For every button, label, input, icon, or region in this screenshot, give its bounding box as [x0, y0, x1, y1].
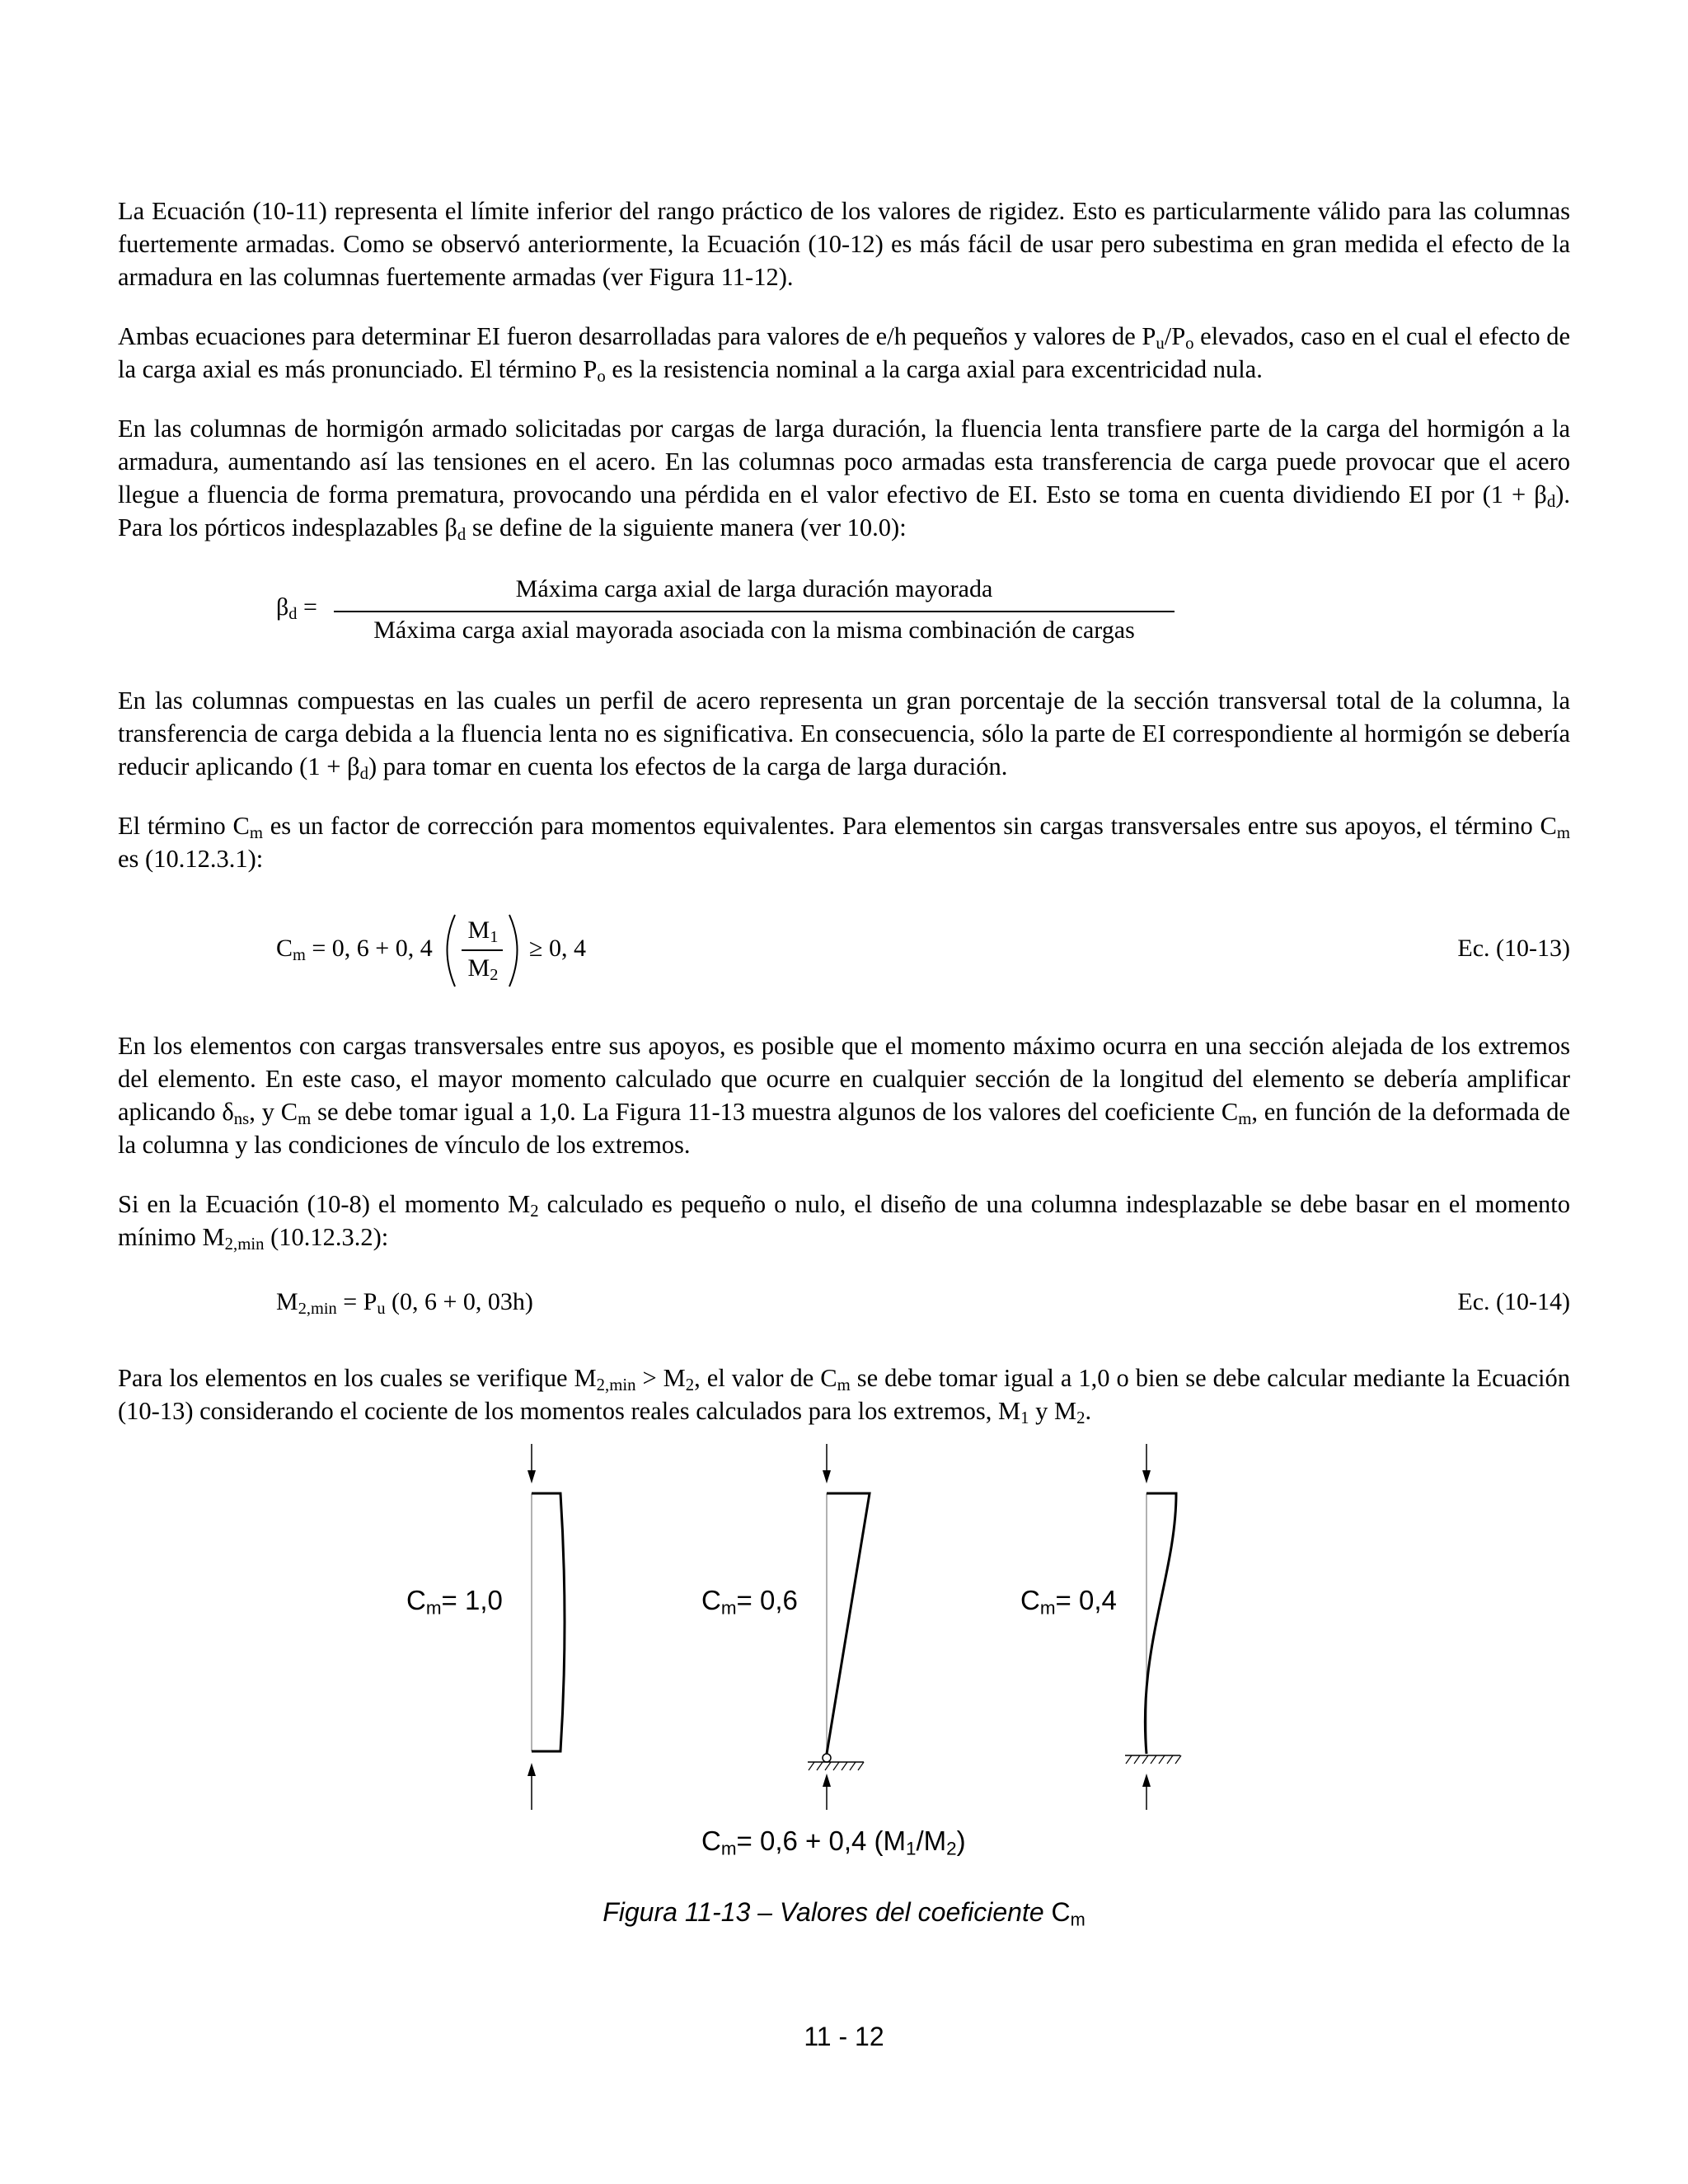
- cm-label-3: $C_m= 0,4$: [1020, 1585, 1117, 1619]
- paragraph-7: Si en la Ecuación (10-8) el momento $M_2$ calculado es pequeño o nulo, el diseño de una columna indesplazable se debe basar en el momento mínimo $M_{2,min}$ (10.12.3.2):: [118, 1190, 1571, 1254]
- paragraph-2: Ambas ecuaciones para determinar EI fueron desarrolladas para valores de e/h pequeños y valores de $P_u/P_o$ elevados, caso en el cual el efecto de la carga axial es más pronunciado. El término $P_o$ es la resistencia nominal a la carga axial para excentricidad nula.: [118, 322, 1570, 387]
- figure-caption: Figura 11-13 – Valores del coeficiente $C_m$: [603, 1897, 1085, 1930]
- column-diagram-2: [808, 1444, 870, 1810]
- eq-10-13-denominator: $M_2$: [467, 954, 499, 985]
- column-diagram-1: [528, 1444, 565, 1810]
- paragraph-5: El término $C_m$ es un factor de corrección para momentos equivalentes. Para elementos sin cargas transversales entre sus apoyos, el término $C_m$ es (10.12.3.1):: [118, 812, 1570, 873]
- eq-10-14-label: Ec. (10-14): [1457, 1288, 1570, 1315]
- beta-d-denominator: Máxima carga axial mayorada asociada con la misma combinación de cargas: [373, 616, 1135, 644]
- paragraph-4: En las columnas compuestas en las cuales un perfil de acero representa un gran porcentaje de la sección transversal total de la columna, la transferencia de carga debida a la fluencia lenta no es significativa. En consecuencia, sólo la parte de EI correspondiente al hormigón se debería reducir aplicando $(1 + \beta_d)$ para tomar en cuenta los efectos de la carga de larga duración.: [118, 687, 1570, 784]
- cm-formula: $C_m= 0,6 + 0,4$ $(M_1/M_2)$: [701, 1825, 966, 1859]
- beta-d-numerator: Máxima carga axial de larga duración mayorada: [515, 575, 993, 602]
- eq-10-13-lhs: $C_m = 0$, 6 + 0, 4: [276, 935, 433, 965]
- column-diagram-3: [1125, 1444, 1181, 1810]
- beta-d-symbol: $\beta_d$ =: [276, 593, 317, 624]
- paragraph-3: En las columnas de hormigón armado solicitadas por cargas de larga duración, la fluencia lenta transfiere parte de la carga del hormigón a la armadura, aumentando así las tensiones en el acero. En las columnas poco armadas esta transferencia de carga puede provocar que el acero llegue a fluencia de forma prematura, provocando una pérdida en el valor efectivo de EI. Esto se toma en cuenta dividiendo EI por $(1 + \beta_d)$. Para los pórticos indesplazables $\beta_d$ se define de la siguiente manera (ver 10.0):: [118, 415, 1570, 545]
- page-number: 11 - 12: [804, 2022, 884, 2051]
- eq-10-14: $M_{2,min} = P_u$ (0, 6 + 0, 03h): [276, 1288, 533, 1319]
- eq-10-13-label: Ec. (10-13): [1457, 935, 1570, 962]
- paragraph-1: La Ecuación (10-11) representa el límite inferior del rango práctico de los valores de rigidez. Esto es particularmente válido para las columnas fuertemente armadas. Como se observó anteriormente, la Ecuación (10-12) es más fácil de usar pero subestima en gran medida el efecto de la armadura en las columnas fuertemente armadas (ver Figura 11-12).: [118, 197, 1570, 291]
- paragraph-8: Para los elementos en los cuales se verifique $M_{2,min} > M_2$, el valor de $C_m$ se debe tomar igual a 1,0 o bien se debe calcular mediante la Ecuación (10-13) considerando el cociente de los momentos reales calculados para los extremos, $M_1$ y $M_2$.: [118, 1364, 1571, 1428]
- cm-label-1: $C_m= 1,0$: [406, 1585, 503, 1619]
- paragraph-6: En los elementos con cargas transversales entre sus apoyos, es posible que el momento máximo ocurra en una sección alejada de los extremos del elemento. En este caso, el mayor momento calculado que ocurre en cualquier sección de la longitud del elemento se debería amplificar aplicando $\delta_{ns}$, y $C_m$ se debe tomar igual a 1,0. La Figura 11-13 muestra algunos de los valores del coeficiente $C_m$, en función de la deformada de la columna y las condiciones de vínculo de los extremos.: [118, 1032, 1570, 1159]
- eq-10-13-numerator: $M_1$: [467, 916, 499, 947]
- cm-label-2: $C_m= 0,6$: [701, 1585, 798, 1619]
- eq-10-13-rhs: ≥ 0, 4: [529, 935, 586, 962]
